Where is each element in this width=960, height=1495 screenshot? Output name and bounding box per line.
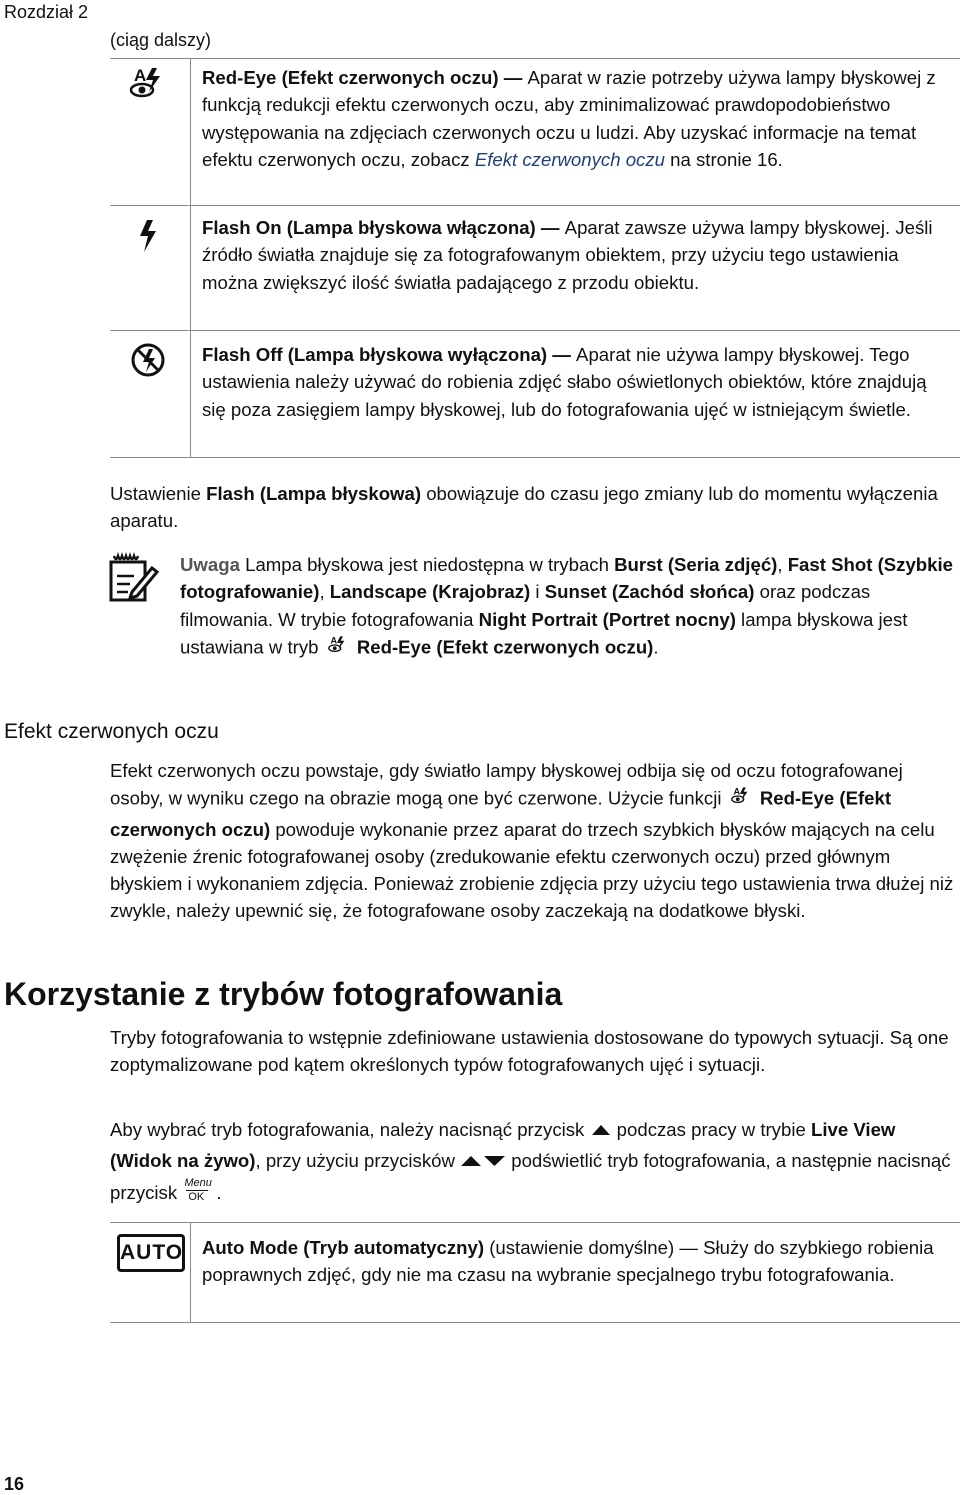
text: powoduje wykonanie przez aparat do trzech szybkich błysków mających na celu zwężenie źrenic fotografowanej osoby (zredukowanie efektu czerwonych oczu) przed głównym błyskiem i wykonaniem zdjęcia. Ponieważ zrobienie zdjęcia przy użyciu tego ustawienia trwa dłużej niż zwykle, należy upewnić się, że fotografowane osoby zaczekają na dodatkowe błyski. [110,818,954,922]
table-column-divider [190,58,191,457]
flash-on-icon [122,216,174,256]
dash: — [547,344,577,365]
red-eye-title: Red-Eye (Efekt czerwonych oczu) [202,67,499,88]
red-eye-flash-icon [324,633,352,664]
mode-night-portrait: Night Portrait (Portret nocny) [478,608,736,630]
red-eye-paragraph [110,757,958,925]
note-paragraph [180,551,958,664]
text: , [319,581,330,603]
mode-fast-shot: Fast Shot (Szybkie fotografowanie) [180,554,954,603]
modes-table-top-border [110,1222,960,1223]
mode-red-eye: Red-Eye (Efekt czerwonych oczu) [356,636,654,658]
text: lampa błyskowa jest ustawiana w tryb [180,608,908,658]
live-view-bold: Live View (Widok na żywo) [110,1119,896,1172]
up-down-arrows-icon [460,1147,506,1177]
text: Efekt czerwonych oczu powstaje, gdy światło lampy błyskowej odbija się od oczu fotografowanej osoby, w wyniku czego na obrazie mogą one być czerwone. Użycie funkcji [110,760,903,809]
text: Lampa błyskowa jest niedostępna w trybach [239,554,615,575]
up-arrow-icon [590,1116,612,1146]
text: , przy użyciu przycisków [255,1150,461,1172]
ok-label: OK [188,1191,205,1204]
menu-ok-button-icon [182,1177,216,1205]
row-divider [110,330,960,331]
mode-burst: Burst (Seria zdjęć) [614,554,778,575]
text: obowiązuje do czasu jego zmiany lub do momentu wyłączenia aparatu. [110,483,938,532]
auto-mode-text: (ustawienie domyślne) — Służy do szybkiego robienia poprawnych zdjęć, gdy nie ma czasu na wybranie specjalnego trybu fotografowania. [202,1237,934,1286]
mode-sunset: Sunset (Zachód słońca) [544,581,755,603]
flash-on-text: Aparat zawsze używa lampy błyskowej. Jeśli źródło światła znajduje się za fotografowanym obiektem, przy użyciu tego ustawienia można zwiększyć ilość światła padającego z przodu obiektu. [202,217,933,293]
modes-table-divider [190,1222,191,1322]
red-eye-link[interactable]: Efekt czerwonych oczu [474,148,665,170]
svg-text:A: A [330,635,337,646]
section-heading-modes: Korzystanie z trybów fotografowania [4,976,563,1012]
table-row-flash-off [202,341,954,423]
note-pad-icon [108,552,160,604]
text: i [530,581,545,603]
modes-table-bottom-border [110,1322,960,1323]
text: Aby wybrać tryb fotografowania, należy nacisnąć przycisk [110,1119,590,1140]
text: . [216,1182,222,1204]
table-row-flash-on [202,214,954,296]
continued-label: (ciąg dalszy) [110,30,212,50]
auto-mode-title: Auto Mode (Tryb automatyczny) [202,1237,485,1258]
red-eye-flash-icon [727,784,755,815]
chapter-label: Rozdział 2 [4,2,89,22]
dash: — [498,67,528,88]
text: podświetlić tryb fotografowania, a następnie nacisnąć przycisk [110,1150,951,1204]
svg-text:A: A [134,66,147,85]
row-divider [110,205,960,206]
text: , [777,554,788,575]
table-row-auto-mode [202,1234,954,1289]
auto-mode-icon [117,1234,185,1272]
section-heading-red-eye: Efekt czerwonych oczu [4,720,219,743]
flash-off-title: Flash Off (Lampa błyskowa wyłączona) [202,344,548,365]
red-eye-text: Aparat w razie potrzeby używa lampy błyskowej z funkcją redukcji efektu czerwonych oczu, aby zminimalizować prawdopodobieństwo występowania na zdjęciach czerwonych oczu u ludzi. Aby uzyskać informacje na temat efektu czerwonych oczu, zobacz [202,67,936,170]
table-top-border [110,58,960,59]
modes-instructions-paragraph [110,1115,958,1208]
mode-landscape: Landscape (Krajobraz) [329,581,531,603]
page-number: 16 [4,1474,25,1494]
red-eye-text-end: na stronie 16. [665,148,783,170]
text: Ustawienie [110,483,207,504]
flash-off-text: Aparat nie używa lampy błyskowej. Tego ustawienia należy używać do robienia zdjęć słabo oświetlonych obiektów, które znajdują się poza zasięgiem lampy błyskowej, lub do fotografowania ujęć w istniejącym świetle. [202,344,927,420]
table-row-red-eye [202,64,954,173]
red-eye-flash-icon [122,64,174,104]
note-label: Uwaga [180,554,240,575]
menu-label: Menu [184,1177,212,1190]
flash-on-title: Flash On (Lampa błyskowa włączona) [202,217,536,238]
auto-icon-label: AUTO [117,1234,185,1272]
flash-off-icon [122,340,174,380]
flash-setting-paragraph [110,480,958,535]
text: . [653,636,659,658]
red-eye-bold: Red-Eye (Efekt czerwonych oczu) [110,787,892,840]
svg-text:A: A [733,786,740,797]
modes-intro-paragraph: Tryby fotografowania to wstępnie zdefiniowane ustawienia dostosowane do typowych sytuacji. Są one zoptymalizowane pod kątem określonych typów fotografowanych ujęć i sytuacji. [110,1027,949,1076]
dash: — [535,217,565,238]
table-bottom-border [110,457,960,458]
text: podczas pracy w trybie [611,1119,811,1140]
bold-text: Flash (Lampa błyskowa) [206,483,422,504]
text: oraz podczas filmowania. W trybie fotografowania [180,581,871,630]
